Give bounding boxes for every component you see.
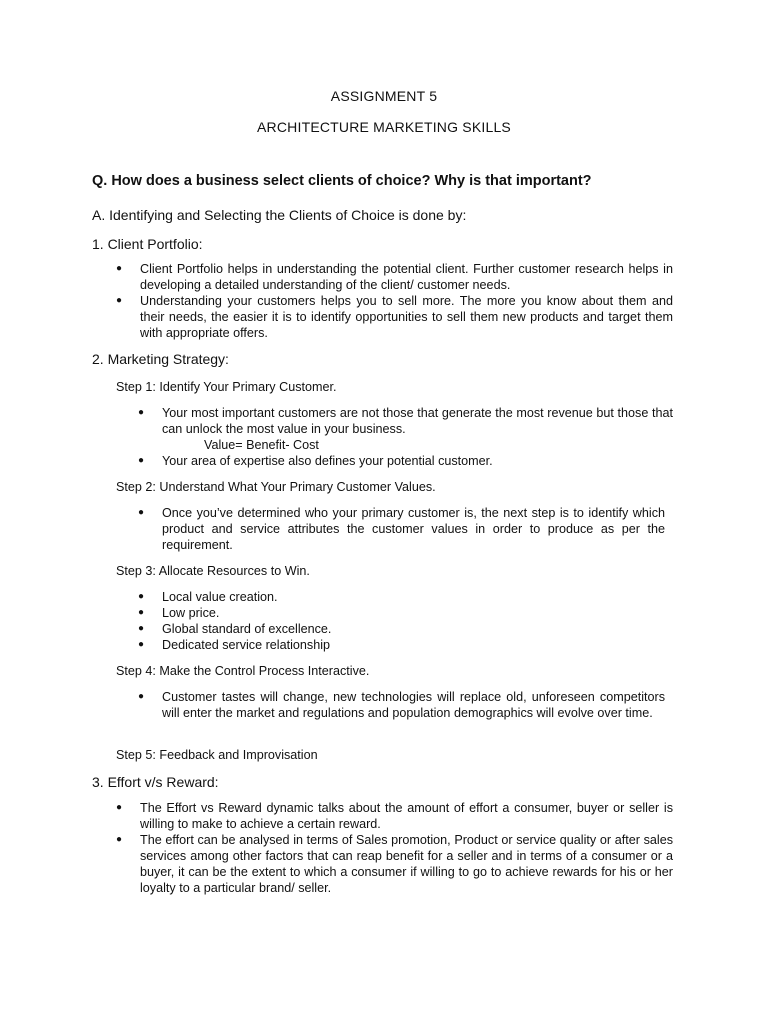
list-item: ● Your most important customers are not those that generate the most revenue but those that can unlock the most value in your business. Value= Benefit- Cost bbox=[138, 406, 673, 452]
bullet-icon: ● bbox=[138, 507, 145, 518]
list-item: ● Once you’ve determined who your primary customer is, the next step is to identify which product and service attributes the customer values in order to produce as per the requirement. bbox=[138, 506, 665, 552]
bullet-icon: ● bbox=[138, 639, 145, 650]
list-item: ● Dedicated service relationship bbox=[138, 638, 331, 652]
step3-bullets bbox=[138, 589, 673, 653]
step1-bullets bbox=[138, 405, 673, 469]
bullet-icon: ● bbox=[138, 455, 145, 466]
bullet-icon: ● bbox=[116, 834, 123, 845]
step5-label: Step 5: Feedback and Improvisation bbox=[116, 748, 318, 762]
assignment-title: ASSIGNMENT 5 bbox=[330, 88, 438, 104]
list-item: ● Global standard of excellence. bbox=[138, 622, 332, 636]
section3-bullets bbox=[116, 800, 673, 896]
bullet-icon: ● bbox=[138, 407, 145, 418]
bullet-icon: ● bbox=[116, 802, 123, 813]
step3-label: Step 3: Allocate Resources to Win. bbox=[116, 564, 310, 578]
answer-intro: A. Identifying and Selecting the Clients of Choice is done by: bbox=[92, 207, 467, 223]
list-item: ● The Effort vs Reward dynamic talks about the amount of effort a consumer, buyer or seller is willing to make to achieve a certain reward. bbox=[116, 801, 673, 831]
list-item: ● Local value creation. bbox=[138, 590, 278, 604]
section3-heading: 3. Effort v/s Reward: bbox=[92, 774, 219, 790]
list-item: ● Low price. bbox=[138, 606, 220, 620]
step2-bullets bbox=[138, 505, 665, 553]
list-item: ● Understanding your customers helps you to sell more. The more you know about them and their needs, the easier it is to identify opportunities to sell them new products and target them with appropriate offers. bbox=[116, 294, 673, 340]
step1-label: Step 1: Identify Your Primary Customer. bbox=[116, 380, 337, 394]
list-item: ● Customer tastes will change, new technologies will replace old, unforeseen competitors will enter the market and regulations and population demographics will evolve over time. bbox=[138, 690, 665, 720]
step4-bullets bbox=[138, 689, 665, 721]
assignment-subtitle: ARCHITECTURE MARKETING SKILLS bbox=[257, 119, 511, 135]
bullet-icon: ● bbox=[116, 295, 123, 306]
value-formula: Value= Benefit- Cost bbox=[204, 438, 319, 452]
bullet-icon: ● bbox=[138, 607, 145, 618]
list-item: ● Client Portfolio helps in understanding the potential client. Further customer research helps in developing a detailed understanding of the client/ customer needs. bbox=[116, 262, 673, 292]
section1-bullets bbox=[116, 261, 673, 341]
bullet-icon: ● bbox=[116, 263, 123, 274]
list-item: ● Your area of expertise also defines your potential customer. bbox=[138, 454, 493, 468]
bullet-icon: ● bbox=[138, 591, 145, 602]
question-heading: Q. How does a business select clients of choice? Why is that important? bbox=[92, 173, 592, 189]
section2-heading: 2. Marketing Strategy: bbox=[92, 351, 229, 367]
step4-label: Step 4: Make the Control Process Interactive. bbox=[116, 664, 370, 678]
section1-heading: 1. Client Portfolio: bbox=[92, 236, 203, 252]
step2-label: Step 2: Understand What Your Primary Customer Values. bbox=[116, 480, 436, 494]
list-item: ● The effort can be analysed in terms of Sales promotion, Product or service quality or after sales services among other factors that can reap benefit for a seller and in terms of a consumer or a buyer, it can be the extent to which a consumer if willing to go to achieve rewards for his or her loyalty to a particular brand/ seller. bbox=[116, 833, 673, 895]
bullet-icon: ● bbox=[138, 691, 145, 702]
bullet-icon: ● bbox=[138, 623, 145, 634]
